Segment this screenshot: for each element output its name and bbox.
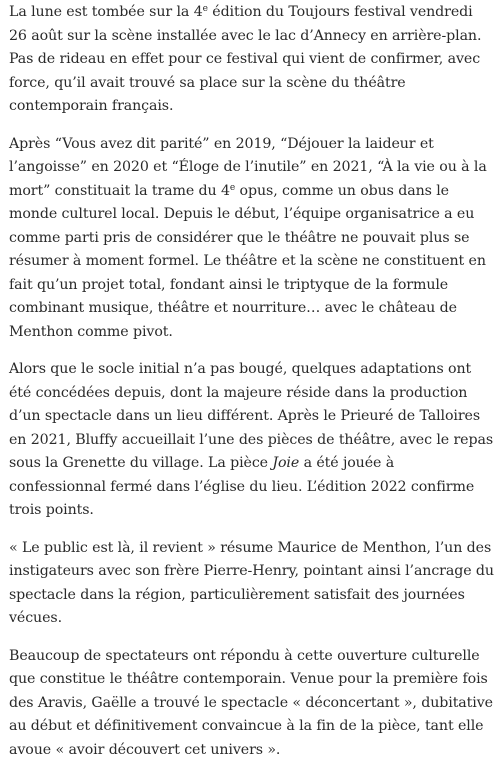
p2-superscript: e (230, 183, 235, 193)
paragraph-3 (9, 358, 494, 523)
p1-text-b: édition du Toujours festival vendredi 26 août sur la scène installée avec le lac d’Annecy en arrière-plan. Pas de rideau en effet pour ce festival qui vient de confirmer, avec force, qu’il avait trouvé sa place sur la scène du théâtre contemporain français. (9, 4, 481, 114)
p1-superscript: e (203, 4, 208, 14)
play-title: Joie (272, 455, 299, 471)
paragraph-5: Beaucoup de spectateurs ont répondu à cette ouverture culturelle que constitue le théâtre contemporain. Venue pour la première fois des Aravis, Gaëlle a trouvé le spectacle « déconcertant », dubitative au début et définitivement convaincue à la fin de la pièce, tant elle avoue « avoir découvert cet univers ». (9, 645, 494, 762)
p3-text-b: a été jouée à confessionnal fermé dans l’église du lieu. L’édition 2022 confirme trois points. (9, 455, 474, 518)
p2-text-a: Après “Vous avez dit parité” en 2019, “Déjouer la laideur et l’angoisse” en 2020 et “Éloge de l’inutile” en 2021, “À la vie ou à la mort” constituait la trame du 4 (9, 136, 487, 199)
paragraph-2 (9, 133, 494, 345)
p3-text-a: Alors que le socle initial n’a pas bougé, quelques adaptations ont été concédées depuis, dont la majeure réside dans la production d’un spectacle dans un lieu différent. Après le Prieuré de Talloires en 2021, Bluffy accueillait l’une des pièces de théâtre, avec le repas sous la Grenette du village. La pièce (9, 361, 493, 471)
p1-text-a: La lune est tombée sur la 4 (9, 4, 203, 20)
p2-text-b: opus, comme un obus dans le monde culturel local. Depuis le début, l’équipe organisatrice a eu comme parti pris de considérer que le théâtre ne pouvait plus se résumer à moment formel. Le théâtre et la scène ne constituent en fait qu’un projet total, fondant ainsi le triptyque de la formule combinant musique, théâtre et nourriture… avec le château de Menthon comme pivot. (9, 183, 486, 340)
paragraph-1 (9, 1, 494, 119)
paragraph-4: « Le public est là, il revient » résume Maurice de Menthon, l’un des instigateurs avec son frère Pierre-Henry, pointant ainsi l’ancrage du spectacle dans la région, particulièrement satisfait des journées vécues. (9, 537, 494, 631)
